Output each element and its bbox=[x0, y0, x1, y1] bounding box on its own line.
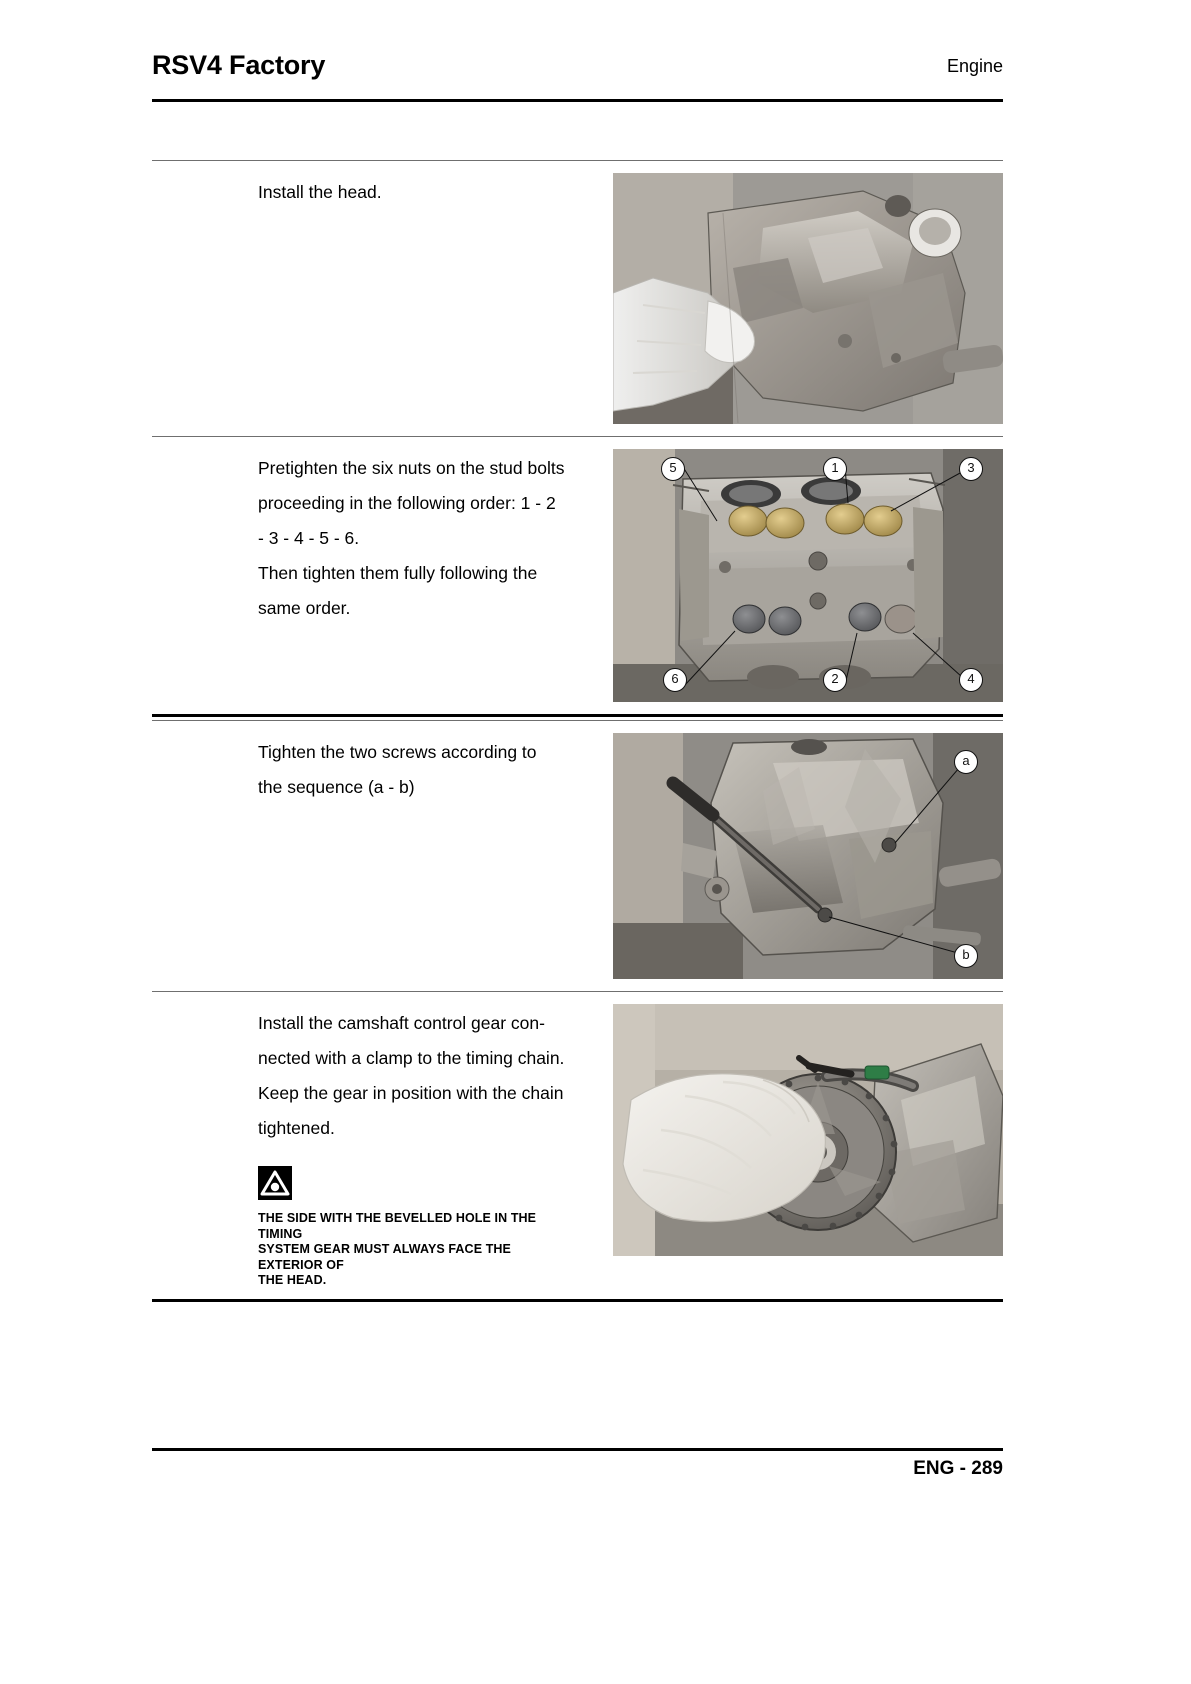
header-divider bbox=[152, 99, 1003, 102]
callout-marker-a: a bbox=[954, 750, 978, 774]
section-end-divider bbox=[152, 1299, 1003, 1302]
step-row-tighten-two-screws bbox=[152, 721, 1003, 991]
engine-head-install-photo bbox=[613, 173, 1003, 424]
photo-artwork bbox=[613, 173, 1003, 424]
step-text-line: Install the head. bbox=[258, 182, 382, 202]
page-number: ENG - 289 bbox=[913, 1458, 1003, 1479]
step-figure-cell bbox=[592, 437, 1003, 714]
page-header bbox=[152, 48, 1003, 100]
callout-marker-b: b bbox=[954, 944, 978, 968]
callout-marker-3: 3 bbox=[959, 457, 983, 481]
step-figure-cell bbox=[592, 721, 1003, 991]
warning-triangle-icon bbox=[258, 1166, 292, 1200]
callout-marker-4: 4 bbox=[959, 668, 983, 692]
step-text-cell bbox=[152, 161, 592, 220]
callout-marker-1: 1 bbox=[823, 457, 847, 481]
callout-marker-6: 6 bbox=[663, 668, 687, 692]
step-text-line: Tighten the two screws according to bbox=[258, 742, 537, 762]
photo-artwork bbox=[613, 449, 1003, 702]
warning-text-line: THE SIDE WITH THE BEVELLED HOLE IN THE TIMING bbox=[258, 1211, 537, 1241]
cylinder-head-stud-nuts-photo bbox=[613, 449, 1003, 702]
warning-text-line: THE HEAD. bbox=[258, 1273, 327, 1287]
step-row-pretighten-nuts bbox=[152, 437, 1003, 714]
warning-text bbox=[258, 1211, 574, 1289]
procedure-steps bbox=[152, 160, 1003, 1302]
warning-callout bbox=[258, 1166, 574, 1289]
step-row-install-camshaft-gear bbox=[152, 992, 1003, 1299]
step-figure-cell bbox=[592, 161, 1003, 436]
footer-divider bbox=[152, 1448, 1003, 1451]
step-text-line: proceeding in the following order: 1 - 2 bbox=[258, 493, 556, 513]
manual-title: RSV4 Factory bbox=[152, 50, 326, 80]
callout-marker-2: 2 bbox=[823, 668, 847, 692]
callout-marker-5: 5 bbox=[661, 457, 685, 481]
photo-artwork bbox=[613, 1004, 1003, 1256]
chapter-label: Engine bbox=[946, 56, 1003, 76]
warning-text-line: SYSTEM GEAR MUST ALWAYS FACE THE EXTERIOR OF bbox=[258, 1242, 511, 1272]
step-text-line: nected with a clamp to the timing chain. bbox=[258, 1048, 565, 1068]
camshaft-control-gear-photo bbox=[613, 1004, 1003, 1256]
step-text-line: Keep the gear in position with the chain bbox=[258, 1083, 564, 1103]
step-row-install-head bbox=[152, 161, 1003, 436]
step-text-line: Install the camshaft control gear con- bbox=[258, 1013, 545, 1033]
step-text-line: Pretighten the six nuts on the stud bolts bbox=[258, 458, 565, 478]
step-text-line: Then tighten them fully following the bbox=[258, 563, 538, 583]
step-text-line: the sequence (a - b) bbox=[258, 777, 415, 797]
step-text-line: same order. bbox=[258, 598, 351, 618]
step-text-cell bbox=[152, 992, 592, 1299]
step-text-line: tightened. bbox=[258, 1118, 335, 1138]
step-text-cell bbox=[152, 437, 592, 636]
step-text-cell bbox=[152, 721, 592, 815]
photo-artwork bbox=[613, 733, 1003, 979]
step-text-line: - 3 - 4 - 5 - 6. bbox=[258, 528, 360, 548]
two-screws-sequence-photo bbox=[613, 733, 1003, 979]
step-figure-cell bbox=[592, 992, 1003, 1268]
